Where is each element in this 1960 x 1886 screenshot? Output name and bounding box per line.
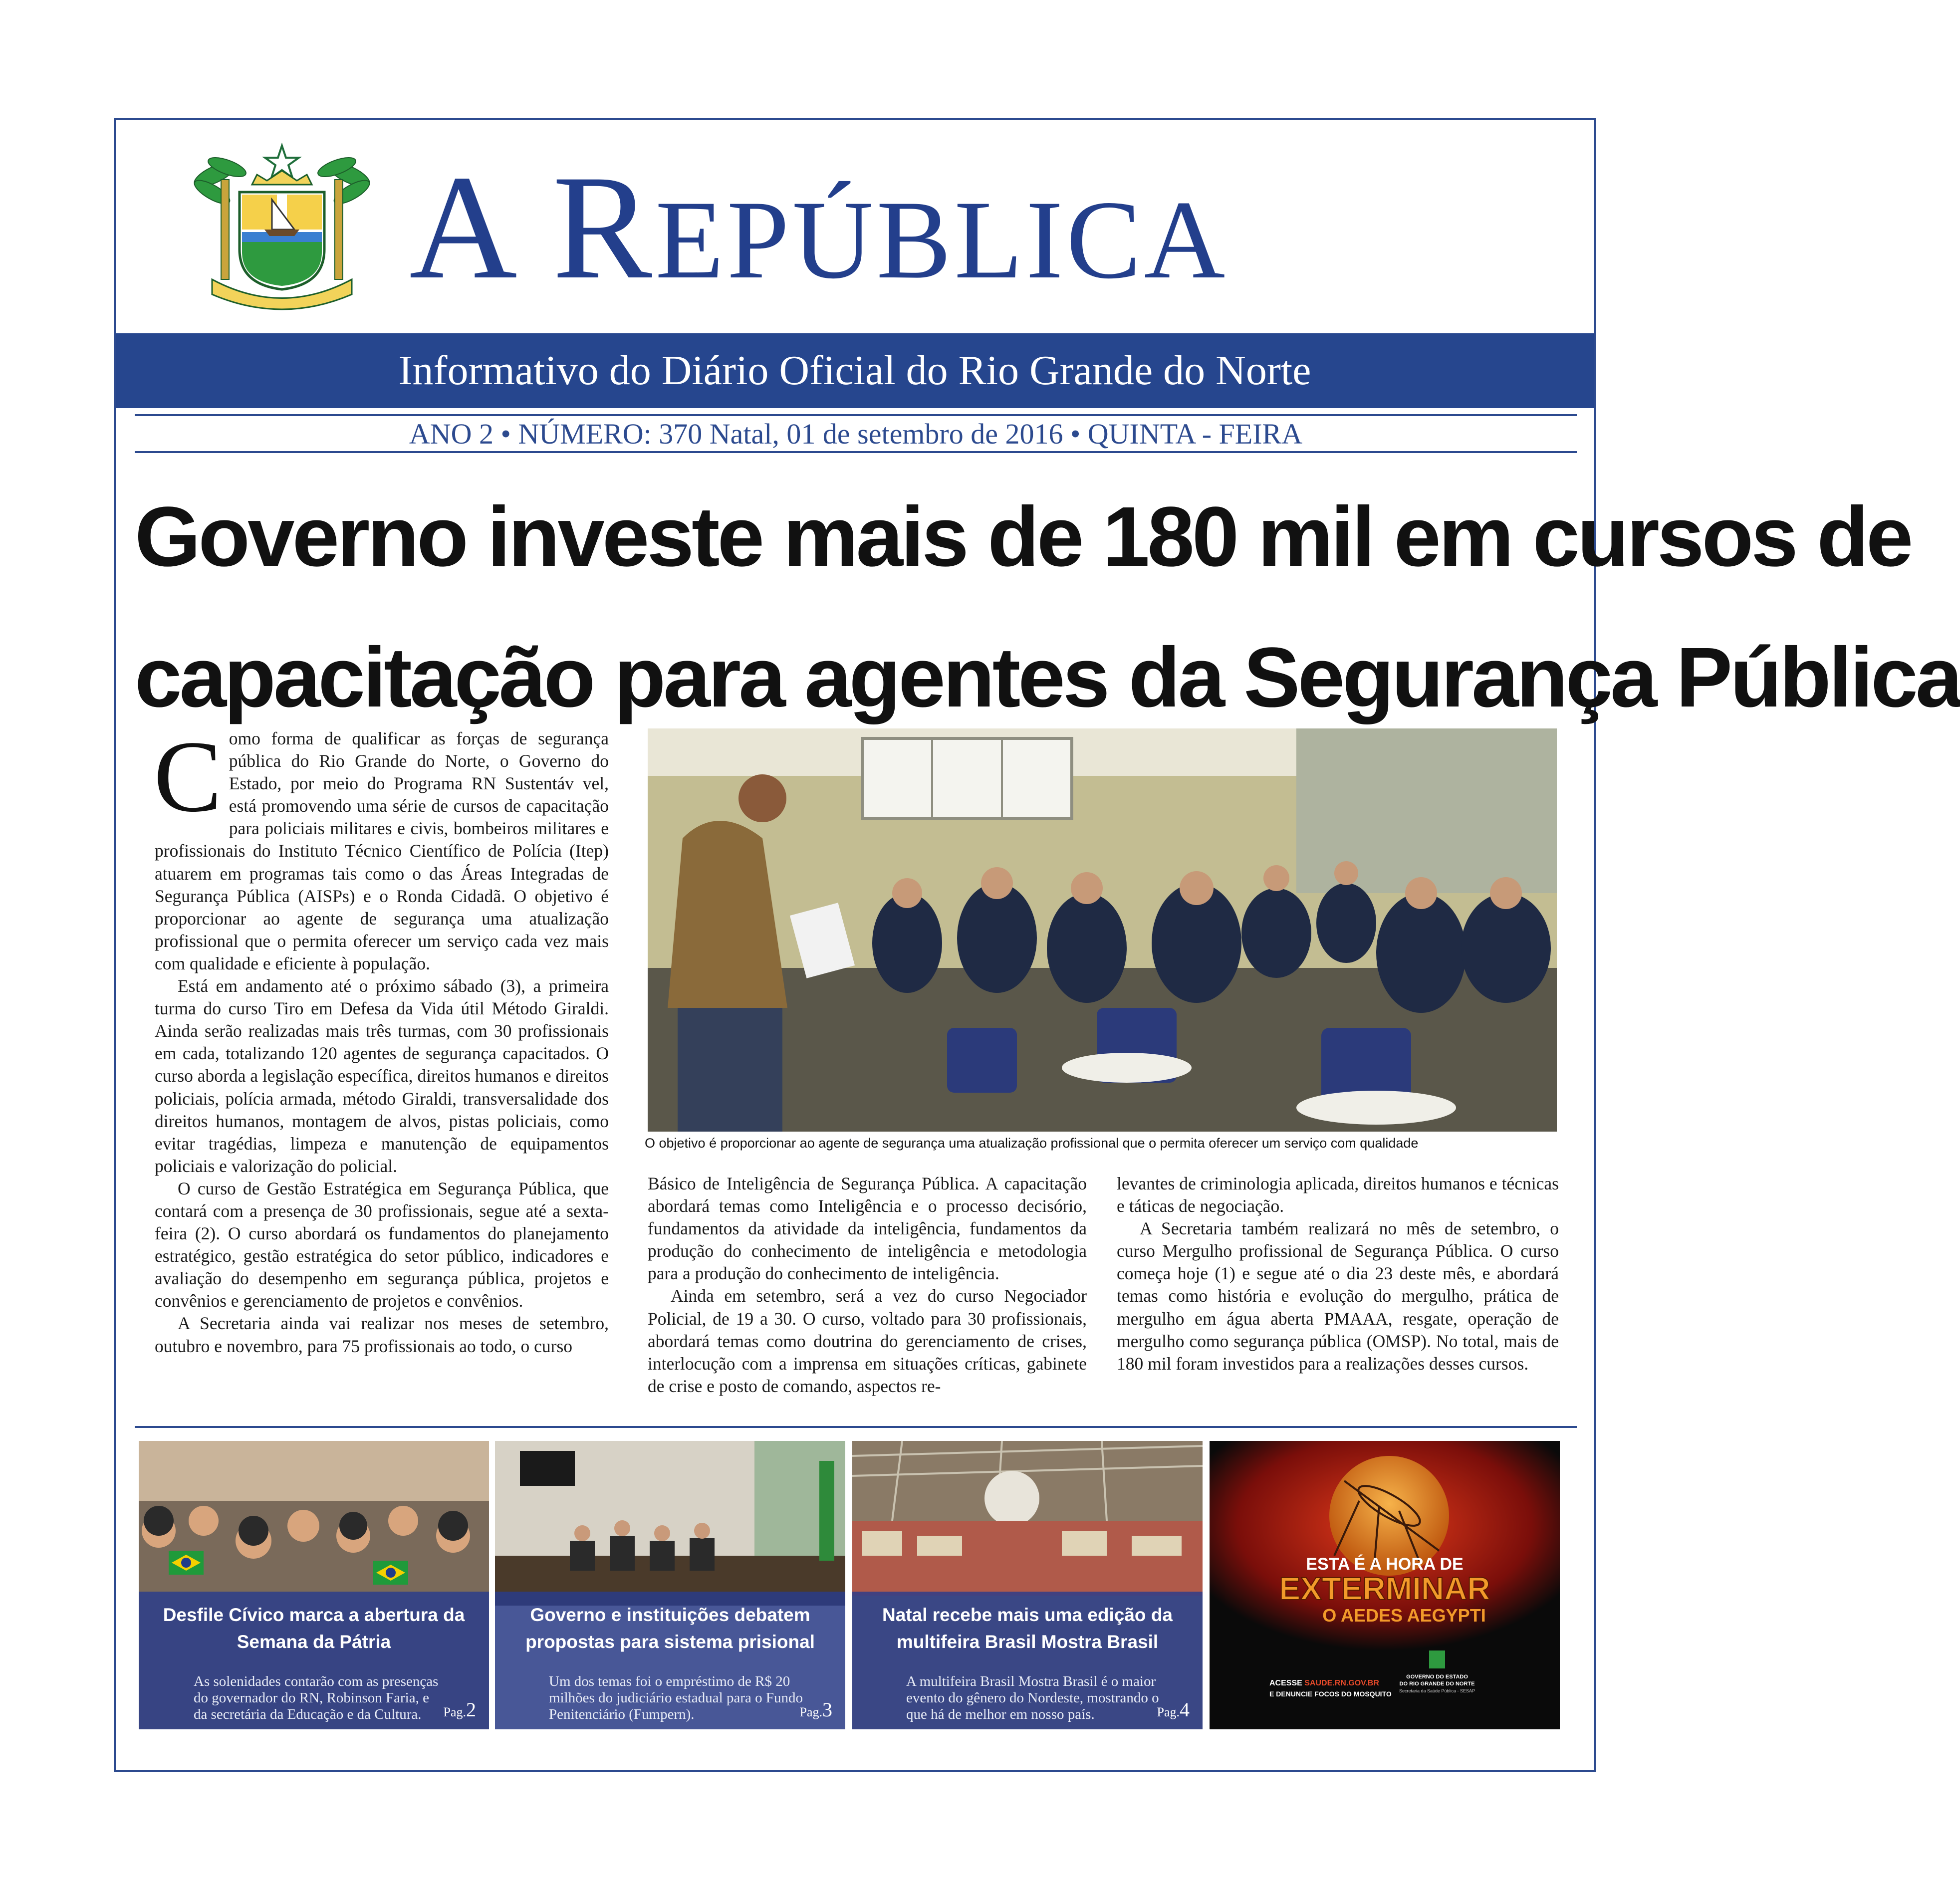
- article-column-2: [648, 1173, 1087, 1398]
- teaser-summary: As solenidades contarão com as presenças do governador do RN, Robinson Faria, e da secretária da Educação e da Cultura.: [194, 1673, 439, 1722]
- ad-line-1: ESTA É A HORA DE: [1306, 1555, 1464, 1574]
- divider: [135, 1426, 1577, 1428]
- paragraph: A Secretaria ainda vai realizar nos meses de setembro, outubro e novembro, para 75 profissionais ao todo, o curso: [155, 1313, 609, 1356]
- ad-gov-line-3: Secretaria da Saúde Pública - SESAP: [1399, 1688, 1475, 1693]
- divider: [135, 414, 1577, 416]
- ad-gov-line-1: GOVERNO DO ESTADO: [1406, 1674, 1468, 1680]
- ad-access-line-2: E DENUNCIE FOCOS DO MOSQUITO: [1269, 1690, 1392, 1698]
- newspaper-title: A REPÚBLICA: [409, 144, 1228, 310]
- article-column-3: [1117, 1173, 1559, 1375]
- page-reference: Pag.3: [799, 1698, 832, 1721]
- teaser-title[interactable]: Desfile Cívico marca a abertura da Semana da Pátria: [163, 1605, 465, 1652]
- teaser-title[interactable]: Governo e instituições debatem propostas para sistema prisional: [525, 1605, 815, 1652]
- teaser-card-sistema-prisional[interactable]: [495, 1441, 845, 1729]
- aedes-aegypti-ad[interactable]: [1210, 1441, 1560, 1729]
- teaser-card-brasil-mostra-brasil[interactable]: [852, 1441, 1203, 1729]
- photo-caption: O objetivo é proporcionar ao agente de segurança uma atualização profissional que o permita oferecer um serviço com qualidade: [645, 1136, 1419, 1151]
- teaser-summary: A multifeira Brasil Mostra Brasil é o maior evento do gênero do Nordeste, mostrando o que há de melhor em nosso país.: [906, 1673, 1159, 1722]
- subtitle-bar: Informativo do Diário Oficial do Rio Grande do Norte: [116, 333, 1594, 408]
- main-headline: Governo investe mais de 180 mil em cursos de capacitação para agentes da Segurança Pública: [135, 489, 1960, 725]
- ad-access-url[interactable]: SAUDE.RN.GOV.BR: [1304, 1679, 1379, 1687]
- ad-gov-line-2: DO RIO GRANDE DO NORTE: [1399, 1681, 1475, 1687]
- page-reference: Pag.4: [1157, 1698, 1190, 1721]
- mosquito-ad-graphic: [1210, 1441, 1560, 1729]
- coat-of-arms-logo: [192, 145, 372, 317]
- paragraph: Está em andamento até o próximo sábado (3), a primeira turma do curso Tiro em Defesa da Vida útil Método Giraldi. Ainda serão realizadas mais três turmas, com 30 profissionais em cada, totalizando 120 agentes de segurança capacitados. O curso aborda a legislação específica, direitos humanos e direitos policiais, polícia armada, método Giraldi, transversalidade dos direitos humanos, montagem de alvos, pistas policiais, como evitar tragédias, limpeza e manutenção de equipamentos policiais e valorização do policial.: [155, 976, 609, 1176]
- paragraph: A Secretaria também realizará no mês de setembro, o curso Mergulho profissional de Segurança Pública. O curso começa hoje (1) e segue até o dia 23 deste mês, e abordará temas como história e evolução do mergulho, prática de mergulho em água aberta PMAAA, resgate, operação de mergulho como segurança pública (OMSP). No total, mais de 180 mil foram investidos para a realizações desses cursos.: [1117, 1218, 1559, 1374]
- drop-cap: C: [154, 720, 222, 833]
- svg-text:ACESSE SAUDE.RN.GOV.BR: [1269, 1679, 1379, 1687]
- issue-line: ANO 2 • NÚMERO: 370 Natal, 01 de setembro de 2016 • QUINTA - FEIRA: [409, 418, 1303, 450]
- paragraph: Ainda em setembro, será a vez do curso Negociador Policial, de 19 a 30. O curso, voltado para 30 profissionais, abordará temas como doutrina do gerenciamento de crises, interlocução com a imprensa em situações críticas, gabinete de crise e posto de comando, aspectos re-: [648, 1286, 1087, 1396]
- teaser-title[interactable]: Natal recebe mais uma edição da multifeira Brasil Mostra Brasil: [882, 1605, 1173, 1652]
- paragraph: levantes de criminologia aplicada, direitos humanos e técnicas e táticas de negociação.: [1117, 1174, 1559, 1216]
- paragraph: O curso de Gestão Estratégica em Segurança Pública, que contará com a presença de 30 profissionais, segue até a sexta-feira (2). O curso abordará os fundamentos do planejamento estratégico, gestão estratégica do setor público, indicadores e avaliação do desempenho em segurança pública, projetos e convênios e gerenciamento de projetos e convênios.: [155, 1178, 609, 1311]
- divider: [135, 451, 1577, 453]
- page-reference: Pag.2: [443, 1698, 476, 1721]
- article-column-1: Como forma de qualificar as forças de segurança pública do Rio Grande do Norte, o Governo do Estado, por meio do Programa RN Sustentáv vel, está promovendo uma série de cursos de capacitação para policiais militares e civis, bombeiros militares e profissionais do Instituto Técnico Científico de Polícia (Itep) atuarem em programas tais como o das Áreas Integradas de Segurança Pública (AISPs) e o Ronda Cidadã. O objetivo é proporcionar ao agente de segurança uma atualização profissional que o permita oferecer um serviço cada vez mais com qualidade e eficiente à população. Está em andamento até o próximo sábado (3), a primeira turma do curso Tiro em Defesa da Vida útil Método Giraldi. Ainda serão realizadas mais três turmas, com 30 profissionais em cada, totalizando 120 agentes de segurança capacitados. O curso aborda a legislação específica, direitos humanos e direitos policiais, polícia armada, método Giraldi, transversalidade dos direitos humanos, montagem de alvos, pistas policiais, como evitar tragédias, limpeza e manutenção de equipamentos policiais e valorização do policial. O curso de Gestão Estratégica em Segurança Pública, que contará com a presença de 30 profissionais, segue até a sexta-feira (2). O curso abordará os fundamentos do planejamento estratégico, gestão estratégica do setor público, indicadores e avaliação do desempenho em segurança pública, projetos e convênios e gerenciamento de projetos e convênios. A Secretaria ainda vai realizar nos meses de setembro, outubro e novembro, para 75 profissionais ao todo, o curso: [155, 727, 609, 1358]
- teaser-summary: Um dos temas foi o empréstimo de R$ 20 milhões do judiciário estadual para o Fundo Penitenciário (Fumpern).: [549, 1673, 803, 1722]
- ad-line-2: EXTERMINAR: [1279, 1571, 1490, 1607]
- paragraph: Básico de Inteligência de Segurança Pública. A capacitação abordará temas como Inteligência e o processo decisório, fundamentos da atividade da inteligência, fundamentos da produção do conhecimento de inteligência e metodologia para a produção do conhecimento de inteligência.: [648, 1174, 1087, 1284]
- state-emblem-icon: [1429, 1650, 1445, 1668]
- ad-line-3: O AEDES AEGYPTI: [1322, 1605, 1486, 1626]
- ad-access-prefix: ACESSE: [1269, 1679, 1305, 1687]
- teaser-card-desfile[interactable]: [139, 1441, 489, 1729]
- article-photo: [648, 728, 1557, 1132]
